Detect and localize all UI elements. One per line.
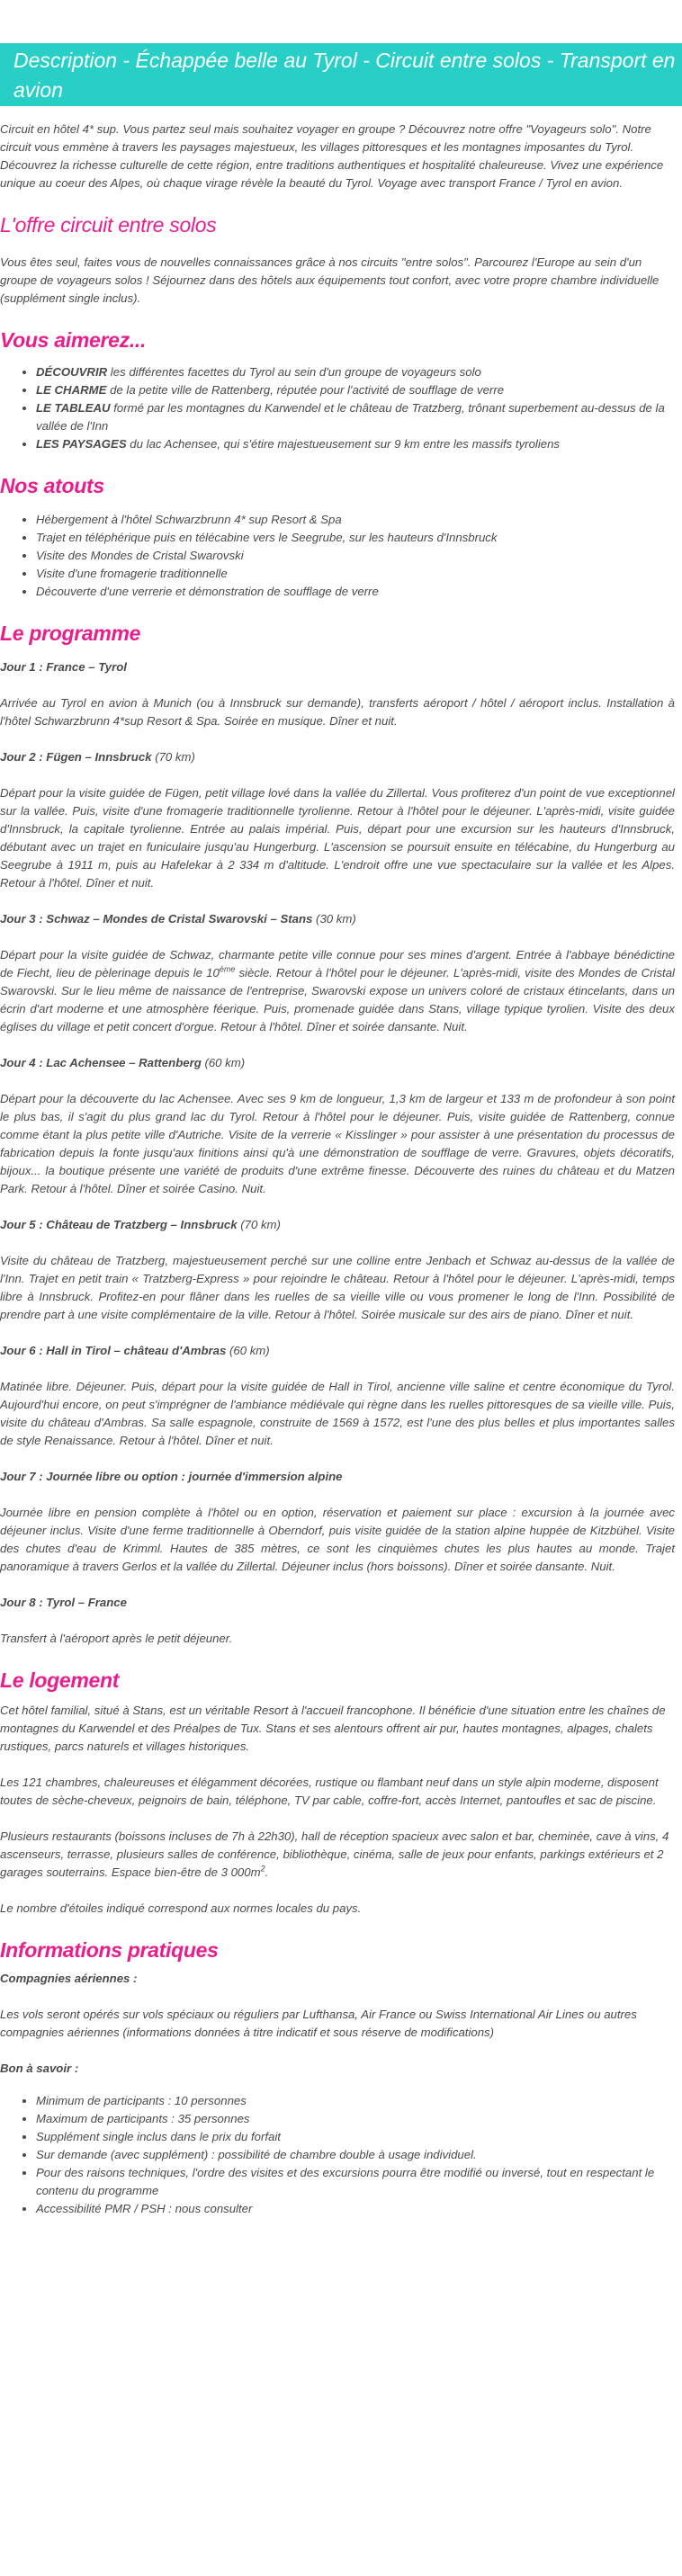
- list-item: • DÉCOUVRIR les différentes facettes du Tyrol au sein d'un groupe de voyageurs solo: [36, 363, 675, 381]
- day-text: Visite du château de Tratzberg, majestueusement perché sur une colline entre Jenbach et Schwaz au-dessus de la vallée de l'Inn. Trajet en petit train « Tratzberg-Express » pour rejoindre le château. Retour à l'hôtel pour le déjeuner. L'après-midi, temps libre à Innsbruck. Profitez-en pour flâner dans les ruelles de sa vieille ville ou vous promener le long de l'Inn. Possibilité de prendre part à une visite complémentaire de la ville. Retour à l'hôtel. Soirée musicale sur des airs de piano. Dîner et nuit.: [0, 1254, 675, 1321]
- section-heading-logement: Le logement: [0, 1668, 120, 1692]
- compagnies-paragraph: Les vols seront opérés sur vols spéciaux ou réguliers par Lufthansa, Air France ou Swiss International Air Lines ou autres compagnies aériennes (informations données à titre indicatif et sous réserve de modifications): [0, 2008, 637, 2039]
- logement-paragraph: Plusieurs restaurants (boissons incluses de 7h à 22h30), hall de réception spacieux avec salon et bar, cheminée, cave à vins, 4 ascenseurs, terrasse, plusieurs salles de conférence, bibliothèque, cinéma, salle de jeux pour enfants, parkings extérieurs et 2 garages souterrains. Espace bien-être de 3 $000m^2$.: [0, 1829, 669, 1879]
- list-item: • Hébergement à l'hôtel Schwarzbrunn 4* sup Resort & Spa: [36, 511, 675, 529]
- list-item: • Découverte d'une verrerie et démonstration de soufflage de verre: [36, 583, 675, 601]
- day-text: Matinée libre. Déjeuner. Puis, départ pour la visite guidée de Hall in Tirol, ancienne ville saline et centre économique du Tyrol. Aujourd'hui encore, on peut s'imprégner de l'ambiance médiévale qui règne dans les ruelles pittoresques de sa vieille ville. Puis, visite du château d'Ambras. Sa salle espagnole, construite de 1569 à 1572, est l'une des plus belles et plus importantes salles de style Renaissance. Retour à l'hôtel. Dîner et nuit.: [0, 1380, 675, 1447]
- compagnies-label: Compagnies aériennes :: [0, 1972, 138, 1985]
- section-heading-offre: L'offre circuit entre solos: [0, 213, 217, 237]
- day-title: Jour 1 : France – Tyrol: [0, 660, 127, 674]
- intro-paragraph: Circuit en hôtel 4* sup. Vous partez seul mais souhaitez voyager en groupe ? Découvrez notre offre "Voyageurs solo". Notre circuit vous emmène à travers les paysages majestueux, les villages pittoresques et les montagnes imposantes du Tyrol. Découvrez la richesse culturelle de cette région, entre traditions authentiques et hospitalité chaleureuse. Vivez une expérience unique au coeur des Alpes, où chaque virage révèle la beauté du Tyrol. Voyage avec transport France / Tyrol en avion.: [0, 122, 664, 190]
- day-text: Départ pour la visite guidée de Schwaz, charmante petite ville connue pour ses mines d'argent. Entrée à l'abbaye bénédictine de Fiecht, lieu de pèlerinage depuis le 10ème siècle. Retour à l'hôtel pour le déjeuner. L'après-midi, visite des Mondes de Cristal Swarovski. Sur le lieu même de naissance de l'entreprise, Swarovski expose un univers coloré de cristaux étincelants, dans un écrin d'art moderne et une atmosphère féerique. Puis, promenade guidée dans Stans, village typique tyrolien. Visite des deux églises du village et petit concert d'orgue. Retour à l'hôtel. Dîner et soirée dansante. Nuit.: [0, 948, 675, 1033]
- list-item: • Visite des Mondes de Cristal Swarovski: [36, 547, 675, 565]
- list-item: • LE TABLEAU formé par les montagnes du Karwendel et le château de Tratzberg, trônant superbement au-dessus de la vallée de l'Inn: [36, 399, 675, 435]
- logement-paragraph: Le nombre d'étoiles indiqué correspond aux normes locales du pays.: [0, 1901, 362, 1915]
- section-heading-programme: Le programme: [0, 622, 141, 645]
- page-title: Description - Échappée belle au Tyrol - Circuit entre solos - Transport en avion: [13, 49, 676, 102]
- list-item: • LE CHARME de la petite ville de Rattenberg, réputée pour l'activité de soufflage de verre: [36, 381, 675, 399]
- section-heading-infos: Informations pratiques: [0, 1938, 219, 1962]
- list-item: • LES PAYSAGES du lac Achensee, qui s'étire majestueusement sur 9 km entre les massifs tyroliens: [36, 435, 675, 453]
- list-item: • Pour des raisons techniques, l'ordre des visites et des excursions pourra être modifié ou inversé, tout en respectant le contenu du programme: [36, 2164, 675, 2200]
- day-text: Arrivée au Tyrol en avion à Munich (ou à Innsbruck sur demande), transferts aéroport / hôtel / aéroport inclus. Installation à l'hôtel Schwarzbrunn 4*sup Resort & Spa. Soirée en musique. Dîner et nuit.: [0, 696, 675, 728]
- list-item: • Sur demande (avec supplément) : possibilité de chambre double à usage individuel.: [36, 2146, 675, 2164]
- infos-list: [0, 2092, 675, 2218]
- section-heading-atouts: Nos atouts: [0, 474, 104, 497]
- day-title: Jour 6 : Hall in Tirol – château d'Ambras (60 km): [0, 1344, 270, 1357]
- section-heading-aimerez: Vous aimerez...: [0, 328, 147, 352]
- aimerez-list: [0, 363, 675, 453]
- day-text: Transfert à l'aéroport après le petit déjeuner.: [0, 1632, 233, 1645]
- list-item: • Minimum de participants : 10 personnes: [36, 2092, 675, 2110]
- main-content: [0, 121, 675, 2218]
- list-item: • Supplément single inclus dans le prix du forfait: [36, 2128, 675, 2146]
- day-title: Jour 3 : Schwaz – Mondes de Cristal Swarovski – Stans (30 km): [0, 912, 356, 926]
- logement-paragraph: Cet hôtel familial, situé à Stans, est un véritable Resort à l'accueil francophone. Il bénéficie d'une situation entre les chaînes de montagnes du Karwendel et des Préalpes de Tux. Stans et ses alentours offrent air pur, hautes montagnes, alpages, chalets rustiques, parcs naturels et villages historiques.: [0, 1704, 666, 1753]
- list-item: • Visite d'une fromagerie traditionnelle: [36, 565, 675, 583]
- atouts-list: [0, 511, 675, 601]
- day-text: Départ pour la découverte du lac Achensee. Avec ses 9 km de longueur, 1,3 km de largeur et 133 m de profondeur à son point le plus bas, il s'agit du plus grand lac du Tyrol. Retour à l'hôtel pour le déjeuner. Puis, visite guidée de Rattenberg, connue comme étant la plus petite ville d'Autriche. Visite de la verrerie « Kisslinger » pour assister à une présentation du processus de fabrication depuis la fonte jusqu'aux finitions ainsi qu'à une démonstration de soufflage de verre. Gravures, objets décoratifs, bijoux... la boutique présente une variété de produits d'une extrême finesse. Découverte des ruines du château et du Matzen Park. Retour à l'hôtel. Dîner et soirée Casino. Nuit.: [0, 1092, 675, 1195]
- title-banner: [0, 43, 682, 106]
- offre-paragraph: Vous êtes seul, faites vous de nouvelles connaissances grâce à nos circuits "entre solos". Parcourez l'Europe au sein d'un groupe de voyageurs solos ! Séjournez dans des hôtels aux équipements tout confort, avec votre propre chambre individuelle (supplément single inclus).: [0, 255, 660, 305]
- list-item: • Maximum de participants : 35 personnes: [36, 2110, 675, 2128]
- day-text: Départ pour la visite guidée de Fügen, petit village lové dans la vallée du Zillertal. Vous profiterez d'un point de vue exceptionnel sur la vallée. Puis, visite d'une fromagerie traditionnelle tyrolienne. Retour à l'hôtel pour le déjeuner. L'après-midi, visite guidée d'Innsbruck, la capitale tyrolienne. Entrée au palais impérial. Puis, départ pour une excursion sur les hauteurs d'Innsbruck, débutant avec un trajet en funiculaire jusqu'au Hungerburg. L'ascension se poursuit ensuite en télécabine, du Hungerburg au Seegrube à 1911 m, puis au Hafelekar à 2 334 m d'altitude. L'endroit offre une vue spectaculaire sur la vallée et les Alpes. Retour à l'hôtel. Dîner et nuit.: [0, 786, 675, 890]
- day-title: Jour 2 : Fügen – Innsbruck (70 km): [0, 750, 195, 764]
- day-title: Jour 4 : Lac Achensee – Rattenberg (60 km): [0, 1056, 246, 1069]
- day-title: Jour 7 : Journée libre ou option : journée d'immersion alpine: [0, 1470, 343, 1483]
- list-item: • Accessibilité PMR / PSH : nous consulter: [36, 2200, 675, 2218]
- list-item: • Trajet en téléphérique puis en télécabine vers le Seegrube, sur les hauteurs d'Innsbruck: [36, 529, 675, 547]
- bon-a-savoir-label: Bon à savoir :: [0, 2062, 79, 2075]
- day-title: Jour 8 : Tyrol – France: [0, 1596, 127, 1609]
- day-text: Journée libre en pension complète à l'hôtel ou en option, réservation et paiement sur place : excursion à la journée avec déjeuner inclus. Visite d'une ferme traditionnelle à Oberndorf, puis visite guidée de la station alpine huppée de Kitzbühel. Visite des chutes d'eau de Krimml. Hautes de 385 mètres, ce sont les cinquièmes chutes les plus hautes au monde. Trajet panoramique à travers Gerlos et la vallée du Zillertal. Déjeuner inclus (hors boissons). Dîner et soirée dansante. Nuit.: [0, 1506, 675, 1573]
- day-title: Jour 5 : Château de Tratzberg – Innsbruck (70 km): [0, 1218, 281, 1231]
- logement-paragraph: Les 121 chambres, chaleureuses et élégamment décorées, rustique ou flambant neuf dans un style alpin moderne, disposent toutes de sèche-cheveux, peignoirs de bain, téléphone, TV par cable, coffre-fort, accès Internet, pantoufles et sac de piscine.: [0, 1775, 659, 1807]
